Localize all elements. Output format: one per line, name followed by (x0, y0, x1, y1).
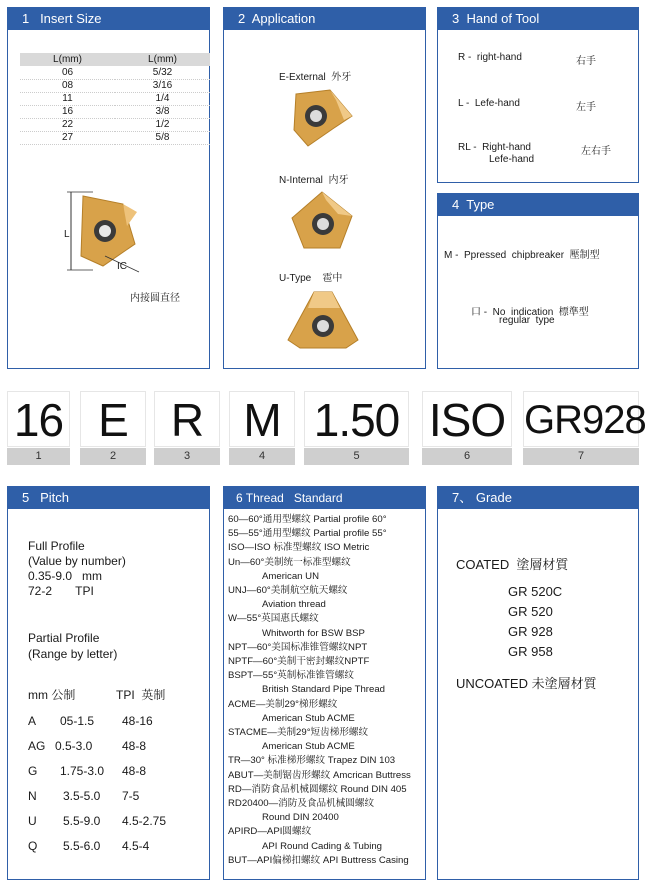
cell: 1/2 (115, 118, 210, 131)
code-number: 5 (304, 448, 409, 465)
insert-hole-inner (310, 110, 322, 122)
code-tile-grade (523, 391, 646, 465)
hand-left-cn: 左手 (576, 102, 596, 113)
table-row (20, 79, 210, 92)
cell: 11 (20, 92, 115, 105)
u-type-insert-icon (284, 288, 362, 350)
diagram-label-ic: IC (117, 261, 127, 272)
hand-right-code: R - right-hand (458, 52, 522, 63)
pitch-full-tpi: 72-2 TPI (28, 584, 94, 598)
pitch-code: G (28, 764, 38, 778)
code-number: 7 (523, 448, 639, 465)
pitch-tpi: 4.5-4 (122, 839, 150, 853)
hand-both-cn: 左右手 (581, 146, 611, 157)
type-m: M - Ppressed chipbreaker 壓制型 (444, 250, 600, 261)
pitch-mm: 5.5-6.0 (63, 839, 101, 853)
application-header: 2 Application (224, 8, 425, 30)
cell: 3/16 (115, 79, 210, 92)
code-tile-hand (154, 391, 220, 465)
code-number: 6 (422, 448, 512, 465)
application-u-type: U-Type 雹中 (279, 273, 343, 284)
external-insert-icon (286, 86, 358, 156)
pitch-code: U (28, 814, 37, 828)
code-glyph: ISO (422, 391, 512, 447)
thread-line: TR—30° 标准梯形螺纹 Trapez DIN 103 (228, 755, 396, 767)
hand-of-tool-header: 3 Hand of Tool (438, 8, 638, 30)
code-glyph: E (80, 391, 146, 447)
grade-item: GR 520 (508, 604, 553, 619)
code-tile-thread (422, 391, 512, 465)
cell: 06 (20, 66, 115, 79)
thread-line: American UN (262, 570, 320, 582)
code-number: 4 (229, 448, 295, 465)
grade-coated-title: COATED 塗層材質 (456, 557, 569, 572)
thread-line: UNJ—60°美制航空航天螺纹 (228, 585, 348, 597)
type-panel (437, 193, 639, 369)
cell: 5/32 (115, 66, 210, 79)
pitch-partial-note: (Range by letter) (28, 647, 118, 661)
pitch-table-header-mm: mm 公制 (28, 688, 76, 702)
table-row (20, 118, 210, 131)
pitch-partial-title: Partial Profile (28, 631, 100, 645)
code-glyph: M (229, 391, 295, 447)
grade-uncoated-title: UNCOATED 未塗層材質 (456, 676, 597, 691)
hand-right-cn: 右手 (576, 56, 596, 67)
pitch-mm: 3.5-5.0 (63, 789, 101, 803)
pitch-tpi: 4.5-2.75 (122, 814, 167, 828)
thread-line: BSPT—55°英制标准锥管螺纹 (228, 670, 354, 682)
thread-line: 55—55°通用型螺纹 Partial profile 55° (228, 528, 387, 540)
code-tile-application (80, 391, 146, 465)
thread-line: NPT—60°美国标准锥管螺纹NPT (228, 641, 368, 653)
insert-hole-inner (317, 218, 329, 230)
pitch-panel (7, 486, 210, 880)
thread-line: ACME—美制29°梯形螺纹 (228, 698, 338, 710)
hand-left-code: L - Lefe-hand (458, 98, 520, 109)
insert-hole-inner (317, 320, 329, 332)
application-external: E-External 外牙 (279, 72, 352, 83)
pitch-code: N (28, 789, 37, 803)
internal-insert-icon (288, 190, 358, 252)
pitch-mm: 1.75-3.0 (60, 764, 105, 778)
pitch-mm: 05-1.5 (60, 714, 95, 728)
thread-line: RD20400—消防及食品机械圆螺纹 (228, 798, 375, 810)
pitch-full-mm: 0.35-9.0 mm (28, 569, 103, 583)
application-internal: N-Internal 内牙 (279, 175, 349, 186)
pitch-tpi: 48-8 (122, 739, 147, 753)
thread-line: British Standard Pipe Thread (262, 684, 386, 696)
thread-line: Whitworth for BSW BSP (262, 627, 365, 639)
insert-size-header: 1 Insert Size (8, 8, 209, 30)
table-row (20, 131, 210, 144)
diagram-label-l: L (64, 229, 70, 240)
grade-item: GR 958 (508, 644, 553, 659)
pitch-tpi: 48-8 (122, 764, 147, 778)
insert-size-header-row (20, 53, 210, 66)
table-row (20, 105, 210, 118)
thread-line: American Stub ACME (262, 712, 355, 724)
pitch-mm: 5.5-9.0 (63, 814, 101, 828)
pitch-code: AG (28, 739, 46, 753)
grade-header: 7、 Grade (438, 487, 638, 509)
cell: 3/8 (115, 105, 210, 118)
thread-standard-list (228, 513, 425, 868)
grade-item: GR 928 (508, 624, 553, 639)
thread-line: ABUT—美制锯齿形螺纹 Amcrican Buttress (228, 769, 411, 781)
cell: 22 (20, 118, 115, 131)
cell: 08 (20, 79, 115, 92)
code-glyph: 16 (7, 391, 70, 447)
thread-line: Un—60°美制统一标准型螺纹 (228, 556, 351, 568)
code-tile-size (7, 391, 70, 465)
thread-line: RD—消防食品机械圆螺纹 Round DIN 405 (228, 783, 407, 795)
table-row (20, 66, 210, 79)
pitch-full-title: Full Profile (28, 539, 85, 553)
thread-line: NPTF—60°美制干密封螺纹NPTF (228, 656, 370, 668)
grade-panel (437, 486, 639, 880)
code-glyph: 1.50 (304, 391, 409, 447)
code-tile-type (229, 391, 295, 465)
code-number: 3 (154, 448, 220, 465)
code-number: 2 (80, 448, 146, 465)
hand-both-code: RL - Right-hand (458, 142, 531, 153)
code-tile-pitch (304, 391, 409, 465)
cell: 1/4 (115, 92, 210, 105)
type-blank-2: regular type (499, 315, 555, 326)
code-glyph: GR928 (523, 391, 639, 447)
column-header: L(mm) (20, 53, 115, 66)
code-glyph: R (154, 391, 220, 447)
cell: 5/8 (115, 131, 210, 144)
pitch-code: A (28, 714, 37, 728)
thread-standard-panel (223, 486, 426, 880)
thread-line: APIRD—API圆螺纹 (228, 826, 312, 838)
insert-size-panel (7, 7, 210, 369)
table-row (20, 92, 210, 105)
type-blank: 口 - No indication 標準型 (471, 307, 589, 318)
thread-line: STACME—美制29°短齿梯形螺纹 (228, 727, 369, 739)
cell: 27 (20, 131, 115, 144)
thread-line: BUT—API偏梯扣螺纹 API Buttress Casing (228, 854, 409, 866)
application-panel (223, 7, 426, 369)
thread-line: 60—60°通用型螺纹 Partial profile 60° (228, 514, 387, 525)
thread-standard-header: 6 Thread Standard (224, 487, 425, 509)
thread-line: Aviation thread (262, 599, 326, 611)
type-header: 4 Type (438, 194, 638, 216)
insert-size-table (20, 53, 210, 145)
thread-line: American Stub ACME (262, 741, 355, 753)
hand-both-code-2: Lefe-hand (489, 154, 535, 165)
thread-line: API Round Cading & Tubing (262, 840, 383, 852)
thread-line: ISO—ISO 标准型螺纹 ISO Metric (228, 542, 370, 554)
hand-of-tool-panel (437, 7, 639, 183)
thread-line: W—55°英国惠氏螺纹 (228, 613, 319, 625)
thread-line: Round DIN 20400 (262, 812, 339, 824)
cell: 16 (20, 105, 115, 118)
pitch-mm: 0.5-3.0 (55, 739, 93, 753)
column-header: L(mm) (115, 53, 210, 66)
insert-hole-inner (99, 225, 111, 237)
pitch-tpi: 7-5 (122, 789, 140, 803)
pitch-full-note: (Value by number) (28, 554, 126, 568)
code-number: 1 (7, 448, 70, 465)
pitch-tpi: 48-16 (122, 714, 153, 728)
insert-caption: 内接圆直径 (130, 293, 180, 304)
pitch-code: Q (28, 839, 38, 853)
pitch-header: 5 Pitch (8, 487, 209, 509)
grade-item: GR 520C (508, 584, 563, 599)
pitch-table-header-tpi: TPI 英制 (116, 688, 166, 702)
